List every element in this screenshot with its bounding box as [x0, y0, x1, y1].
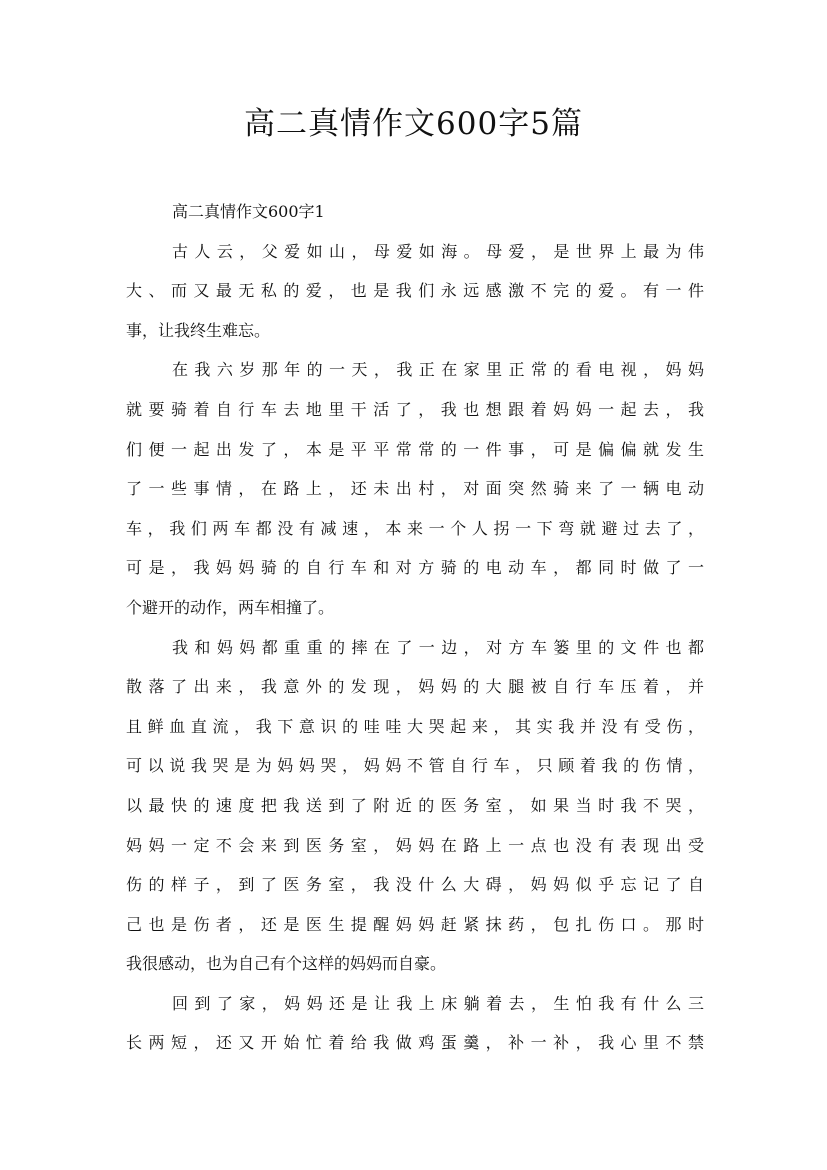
paragraph-line: 妈妈一定不会来到医务室，妈妈在路上一点也没有表现出受	[126, 835, 704, 855]
paragraph-line: 且鲜血直流，我下意识的哇哇大哭起来，其实我并没有受伤，	[126, 716, 704, 736]
paragraph-1	[126, 232, 704, 351]
paragraph-4	[126, 984, 704, 1063]
paragraph-line: 我和妈妈都重重的摔在了一边，对方车篓里的文件也都	[172, 637, 704, 657]
paragraph-line: 回到了家，妈妈还是让我上床躺着去，生怕我有什么三	[172, 993, 704, 1013]
paragraph-line: 长两短，还又开始忙着给我做鸡蛋羹，补一补，我心里不禁	[126, 1033, 704, 1053]
paragraph-line: 己也是伤者，还是医生提醒妈妈赶紧抹药，包扎伤口。那时	[126, 914, 704, 934]
paragraph-line: 车，我们两车都没有减速，本来一个人拐一下弯就避过去了，	[126, 518, 704, 538]
paragraph-line: 伤的样子，到了医务室，我没什么大碍，妈妈似乎忘记了自	[126, 875, 704, 895]
paragraph-line: 就要骑着自行车去地里干活了，我也想跟着妈妈一起去，我	[126, 399, 704, 419]
paragraph-line: 个避开的动作，两车相撞了。	[126, 597, 335, 617]
paragraph-line: 可是，我妈妈骑的自行车和对方骑的电动车，都同时做了一	[126, 558, 704, 578]
paragraph-line: 了一些事情，在路上，还未出村，对面突然骑来了一辆电动	[126, 479, 704, 499]
paragraph-2	[126, 350, 704, 627]
paragraph-line: 事，让我终生难忘。	[126, 320, 271, 340]
paragraph-line: 以最快的速度把我送到了附近的医务室，如果当时我不哭，	[126, 795, 704, 815]
paragraph-line: 在我六岁那年的一天，我正在家里正常的看电视，妈妈	[172, 360, 704, 380]
paragraph-3	[126, 628, 704, 984]
paragraph-line: 大、而又最无私的爱，也是我们永远感激不完的爱。有一件	[126, 281, 704, 301]
paragraph-line: 们便一起出发了，本是平平常常的一件事，可是偏偏就发生	[126, 439, 704, 459]
section-heading: 高二真情作文600字1	[172, 202, 325, 221]
paragraph-line: 古人云，父爱如山，母爱如海。母爱，是世界上最为伟	[172, 241, 704, 261]
paragraph-line: 散落了出来，我意外的发现，妈妈的大腿被自行车压着，并	[126, 677, 704, 697]
essay-body	[126, 192, 704, 1063]
paragraph-line: 可以说我哭是为妈妈哭，妈妈不管自行车，只顾着我的伤情，	[126, 756, 704, 776]
document-title: 高二真情作文600字5篇	[244, 106, 583, 142]
paragraph-line: 我很感动，也为自己有个这样的妈妈而自豪。	[126, 954, 447, 974]
